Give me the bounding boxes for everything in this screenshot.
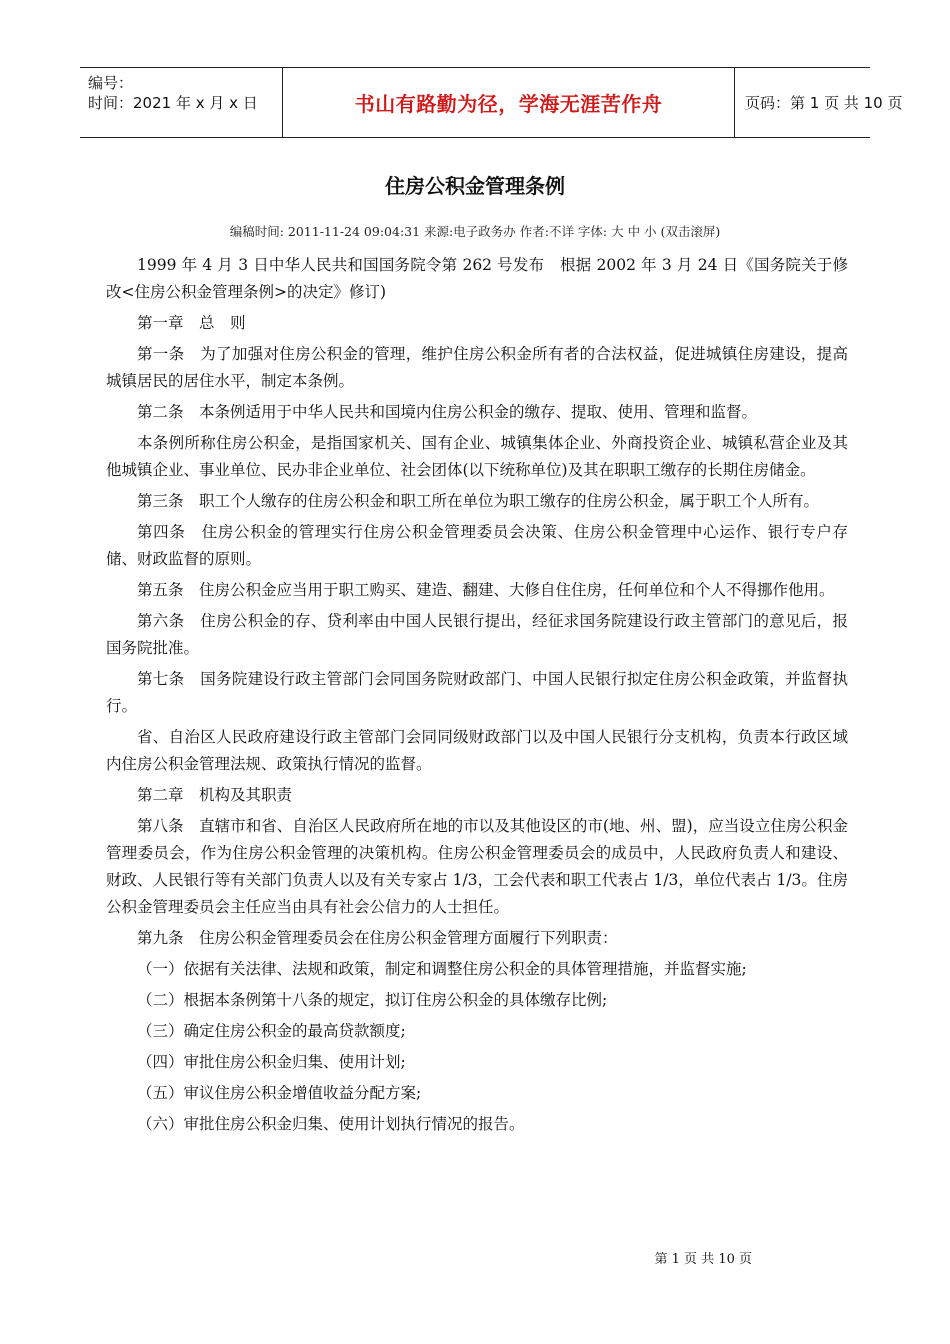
list-item: （三）确定住房公积金的最高贷款额度;	[137, 1022, 406, 1040]
chapter-heading: 第一章 总 则	[137, 314, 246, 332]
header-left-cell	[80, 68, 283, 137]
article-paragraph: 第六条 住房公积金的存、贷利率由中国人民银行提出，经征求国务院建设行政主管部门的意见后，报国务院批准。	[106, 612, 848, 657]
list-item: （六）审批住房公积金归集、使用计划执行情况的报告。	[137, 1115, 525, 1133]
paragraph-preamble: 1999 年 4 月 3 日中华人民共和国国务院令第 262 号发布 根据 2002 年 3 月 24 日《国务院关于修改<住房公积金管理条例>的决定》修订)	[106, 256, 848, 301]
list-item: （二）根据本条例第十八条的规定，拟订住房公积金的具体缴存比例;	[137, 991, 608, 1009]
chapter-heading: 第二章 机构及其职责	[137, 786, 293, 804]
header-right-cell	[735, 68, 903, 137]
list-item: （五）审议住房公积金增值收益分配方案;	[137, 1084, 422, 1102]
article-paragraph: 省、自治区人民政府建设行政主管部门会同同级财政部门以及中国人民银行分支机构，负责本行政区域内住房公积金管理法规、政策执行情况的监督。	[106, 728, 848, 773]
document-body	[106, 252, 848, 1142]
article-paragraph: 第八条 直辖市和省、自治区人民政府所在地的市以及其他设区的市(地、州、盟)，应当设立住房公积金管理委员会，作为住房公积金管理的决策机构。住房公积金管理委员会的成员中，人民政府负责人和建设、财政、人民银行等有关部门负责人以及有关专家占 1/3，工会代表和职工代表占 1/3，单位代表占 1/3。住房公积金管理委员会主任应当由具有社会公信力的人士担任。	[106, 817, 848, 916]
motto-text: 书山有路勤为径，学海无涯苦作舟	[354, 92, 663, 116]
article-paragraph: 第七条 国务院建设行政主管部门会同国务院财政部门、中国人民银行拟定住房公积金政策，并监督执行。	[106, 670, 848, 715]
article-paragraph: 第九条 住房公积金管理委员会在住房公积金管理方面履行下列职责：	[137, 929, 618, 947]
document-title: 住房公积金管理条例	[385, 174, 565, 198]
article-paragraph: 第三条 职工个人缴存的住房公积金和职工所在单位为职工缴存的住房公积金，属于职工个人所有。	[137, 492, 820, 510]
page-code: 页码：第 1 页 共 10 页	[745, 94, 903, 112]
list-item: （一）依据有关法律、法规和政策，制定和调整住房公积金的具体管理措施，并监督实施;	[137, 960, 747, 978]
article-paragraph: 第一条 为了加强对住房公积金的管理，维护住房公积金所有者的合法权益，促进城镇住房建设，提高城镇居民的居住水平，制定本条例。	[106, 345, 848, 390]
article-paragraph: 第五条 住房公积金应当用于职工购买、建造、翻建、大修自住住房，任何单位和个人不得挪作他用。	[137, 581, 835, 599]
page-header	[80, 67, 903, 138]
header-motto-cell	[283, 68, 735, 137]
article-paragraph: 第二条 本条例适用于中华人民共和国境内住房公积金的缴存、提取、使用、管理和监督。	[137, 403, 758, 421]
list-item: （四）审批住房公积金归集、使用计划;	[137, 1053, 406, 1071]
number-label: 编号：	[88, 74, 134, 92]
article-paragraph: 第四条 住房公积金的管理实行住房公积金管理委员会决策、住房公积金管理中心运作、银行专户存储、财政监督的原则。	[106, 523, 848, 568]
page-footer: 第 1 页 共 10 页	[654, 1252, 752, 1267]
article-paragraph: 本条例所称住房公积金，是指国家机关、国有企业、城镇集体企业、外商投资企业、城镇私营企业及其他城镇企业、事业单位、民办非企业单位、社会团体(以下统称单位)及其在职职工缴存的长期住房储金。	[106, 434, 848, 479]
time-label: 时间：2021 年 x 月 x 日	[88, 94, 258, 112]
document-meta: 编稿时间: 2011-11-24 09:04:31 来源:电子政务办 作者:不详 字体: 大 中 小 (双击滚屏)	[229, 224, 721, 239]
